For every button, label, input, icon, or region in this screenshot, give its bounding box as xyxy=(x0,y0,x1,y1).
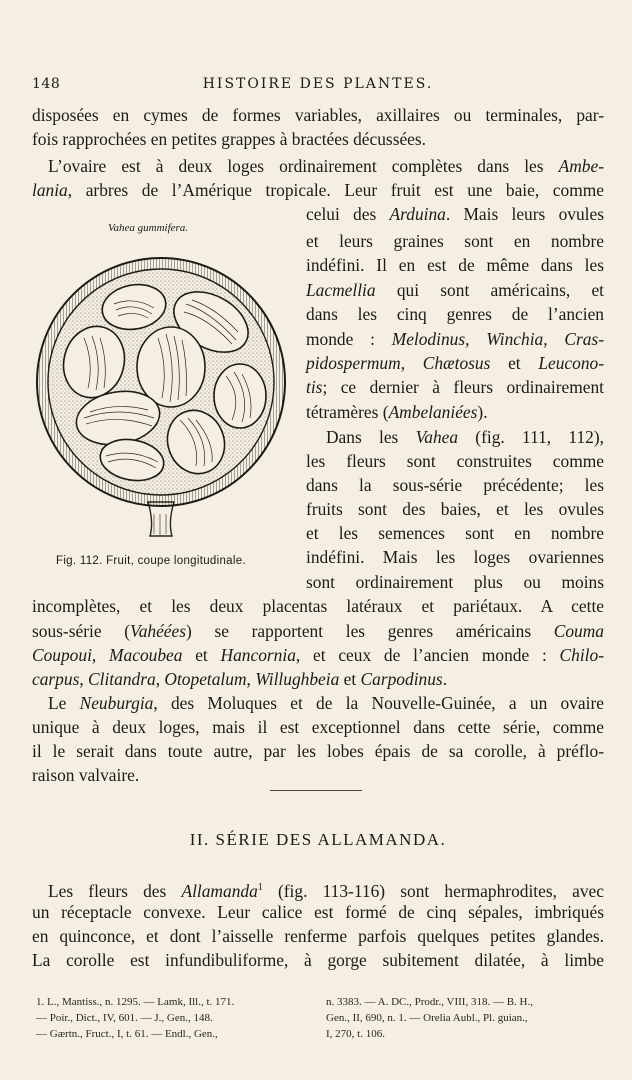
text-line: un réceptacle convexe. Leur calice est formé de cinq sépales, imbriqués xyxy=(32,902,604,922)
text-line: Coupoui, Macoubea et Hancornia, et ceux de l’ancien monde : Chilo- xyxy=(32,645,604,665)
footnote-line: 1. L., Mantiss., n. 1295. — Lamk, Ill., t. 171. xyxy=(36,996,235,1008)
text-line: monde : Melodinus, Winchia, Cras- xyxy=(306,329,604,349)
section-separator xyxy=(270,790,362,791)
text-line: Le Neuburgia, des Moluques et de la Nouvelle-Guinée, a un ovaire xyxy=(48,693,604,713)
text-line: Lacmellia qui sont américains, et xyxy=(306,280,604,300)
text-line: indéfini. Il en est de même dans les xyxy=(306,255,604,275)
text-line: raison valvaire. xyxy=(32,765,140,785)
text-line: et les semences sont en nombre xyxy=(306,523,604,543)
text-line: et leurs graines sont en nombre xyxy=(306,231,604,251)
text-line: disposées en cymes de formes variables, axillaires ou terminales, par- xyxy=(32,105,604,125)
text-line: Dans les Vahea (fig. 111, 112), xyxy=(326,427,604,447)
text-line: carpus, Clitandra, Otopetalum, Willughbeia et Carpodinus. xyxy=(32,669,448,689)
page-header xyxy=(32,76,604,96)
text-line: indéfini. Mais les loges ovariennes xyxy=(306,547,604,567)
text-line: sont ordinairement plus ou moins xyxy=(306,572,604,592)
text-line: celui des Arduina. Mais leurs ovules xyxy=(306,204,604,224)
text-line: les fleurs sont construites comme xyxy=(306,451,604,471)
footnote-line: — Gærtn., Fruct., I, t. 61. — Endl., Gen., xyxy=(36,1028,218,1040)
text-line: tétramères (Ambelaniées). xyxy=(306,402,488,422)
footnote-line: I, 270, t. 106. xyxy=(326,1028,385,1040)
footnote-line: n. 3383. — A. DC., Prodr., VIII, 318. — B. H., xyxy=(326,996,533,1008)
text-line: sous-série (Vahéées) se rapportent les genres américains Couma xyxy=(32,621,604,641)
footnote-line: — Poir., Dict., IV, 601. — J., Gen., 148. xyxy=(36,1012,213,1024)
text-line: pidospermum, Chætosus et Leucono- xyxy=(306,353,605,373)
text-line: lania, arbres de l’Amérique tropicale. Leur fruit est une baie, comme xyxy=(32,180,604,200)
running-title: HISTOIRE DES PLANTES. xyxy=(202,76,434,92)
text-line: il le serait dans toute autre, par les lobes épais de sa corolle, à préflo- xyxy=(32,741,604,761)
text-line: La corolle est infundibuliforme, à gorge subitement dilatée, à limbe xyxy=(32,950,604,970)
fruit-section-illustration xyxy=(36,252,296,542)
figure-caption: Fig. 112. Fruit, coupe longitudinale. xyxy=(56,555,246,567)
text-line: Les fleurs des Allamanda$^1$ (fig. 113-116) sont hermaphrodites, avec xyxy=(48,880,604,901)
figure-title: Vahea gummifera. xyxy=(108,222,189,234)
text-line: L’ovaire est à deux loges ordinairement complètes dans les Ambe- xyxy=(48,156,604,176)
text-line: tis; ce dernier à fleurs ordinairement xyxy=(306,377,604,397)
text-line: fois rapprochées en petites grappes à bractées décussées. xyxy=(32,129,427,149)
text-line: dans la sous-série précédente; les xyxy=(306,475,604,495)
footnote-line: Gen., II, 690, n. 1. — Orelia Aubl., Pl. guian., xyxy=(326,1012,528,1024)
text-line: incomplètes, et les deux placentas latéraux et pariétaux. A cette xyxy=(32,596,604,616)
text-line: unique à deux loges, mais il est exceptionnel dans cette série, comme xyxy=(32,717,604,737)
text-line: en quinconce, et dont l’aisselle renferme parfois quelques petites glandes. xyxy=(32,926,604,946)
page-number: 148 xyxy=(32,76,61,92)
section-heading: II. SÉRIE DES ALLAMANDA. xyxy=(189,830,447,849)
text-line: fruits sont des baies, et les ovules xyxy=(306,499,604,519)
text-line: dans les cinq genres de l’ancien xyxy=(306,304,604,324)
